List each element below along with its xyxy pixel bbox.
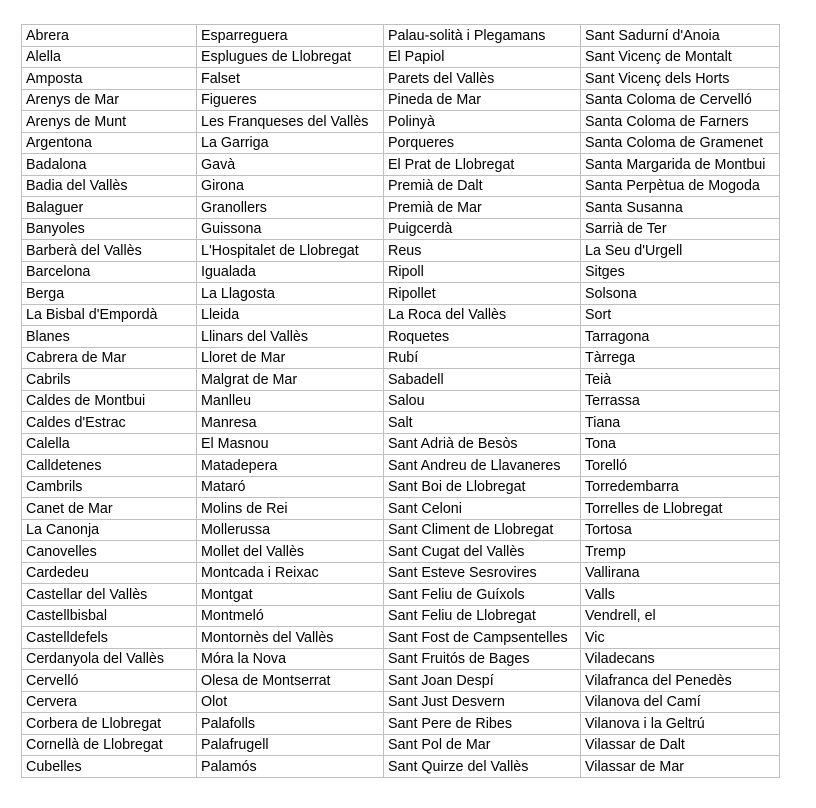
table-cell: Abrera xyxy=(22,25,197,47)
table-cell: Solsona xyxy=(581,283,780,305)
table-cell: Arenys de Munt xyxy=(22,111,197,133)
table-cell: Pineda de Mar xyxy=(384,89,581,111)
table-cell: Mataró xyxy=(197,476,384,498)
municipalities-table xyxy=(21,24,780,778)
table-cell: Vilanova i la Geltrú xyxy=(581,713,780,735)
table-cell: Sant Fost de Campsentelles xyxy=(384,627,581,649)
table-row xyxy=(22,670,780,692)
table-cell: Tàrrega xyxy=(581,347,780,369)
table-cell: La Seu d'Urgell xyxy=(581,240,780,262)
table-row xyxy=(22,627,780,649)
table-cell: Sant Adrià de Besòs xyxy=(384,433,581,455)
table-cell: L'Hospitalet de Llobregat xyxy=(197,240,384,262)
table-cell: Tarragona xyxy=(581,326,780,348)
table-cell: Santa Coloma de Gramenet xyxy=(581,132,780,154)
table-cell: Santa Coloma de Cervelló xyxy=(581,89,780,111)
table-row xyxy=(22,132,780,154)
table-cell: Roquetes xyxy=(384,326,581,348)
table-cell: Llinars del Vallès xyxy=(197,326,384,348)
table-row xyxy=(22,605,780,627)
table-cell: Gavà xyxy=(197,154,384,176)
table-cell: Sant Pere de Ribes xyxy=(384,713,581,735)
table-row xyxy=(22,390,780,412)
table-cell: Sant Celoni xyxy=(384,498,581,520)
table-cell: Manresa xyxy=(197,412,384,434)
table-cell: Igualada xyxy=(197,261,384,283)
table-row xyxy=(22,326,780,348)
table-cell: Cubelles xyxy=(22,756,197,778)
table-cell: Vilassar de Mar xyxy=(581,756,780,778)
table-cell: Sant Climent de Llobregat xyxy=(384,519,581,541)
table-cell: Calella xyxy=(22,433,197,455)
table-cell: Sant Andreu de Llavaneres xyxy=(384,455,581,477)
table-row xyxy=(22,648,780,670)
table-cell: Tremp xyxy=(581,541,780,563)
table-row xyxy=(22,713,780,735)
table-cell: Rubí xyxy=(384,347,581,369)
table-row xyxy=(22,541,780,563)
table-cell: Esparreguera xyxy=(197,25,384,47)
table-row xyxy=(22,89,780,111)
table-cell: Montgat xyxy=(197,584,384,606)
table-cell: Sant Boi de Llobregat xyxy=(384,476,581,498)
table-row xyxy=(22,218,780,240)
table-cell: Vendrell, el xyxy=(581,605,780,627)
table-cell: Sant Sadurní d'Anoia xyxy=(581,25,780,47)
table-cell: Torredembarra xyxy=(581,476,780,498)
table-cell: Terrassa xyxy=(581,390,780,412)
table-cell: Berga xyxy=(22,283,197,305)
table-cell: Vilanova del Camí xyxy=(581,691,780,713)
table-cell: Barberà del Vallès xyxy=(22,240,197,262)
table-cell: Sant Joan Despí xyxy=(384,670,581,692)
table-cell: Castellbisbal xyxy=(22,605,197,627)
table-cell: Arenys de Mar xyxy=(22,89,197,111)
table-cell: Torelló xyxy=(581,455,780,477)
table-cell: Lleida xyxy=(197,304,384,326)
table-cell: Girona xyxy=(197,175,384,197)
table-cell: Caldes de Montbui xyxy=(22,390,197,412)
table-row xyxy=(22,519,780,541)
table-row xyxy=(22,197,780,219)
table-cell: Tona xyxy=(581,433,780,455)
table-cell: Guissona xyxy=(197,218,384,240)
table-cell: Sant Cugat del Vallès xyxy=(384,541,581,563)
table-cell: Cerdanyola del Vallès xyxy=(22,648,197,670)
table-cell: Sarrià de Ter xyxy=(581,218,780,240)
table-cell: Canovelles xyxy=(22,541,197,563)
table-cell: Vilassar de Dalt xyxy=(581,734,780,756)
table-cell: Castelldefels xyxy=(22,627,197,649)
table-row xyxy=(22,347,780,369)
table-cell: Santa Perpètua de Mogoda xyxy=(581,175,780,197)
table-row xyxy=(22,756,780,778)
table-cell: El Papiol xyxy=(384,46,581,68)
table-cell: Sant Fruitós de Bages xyxy=(384,648,581,670)
table-cell: Teià xyxy=(581,369,780,391)
table-cell: Balaguer xyxy=(22,197,197,219)
table-cell: El Masnou xyxy=(197,433,384,455)
table-cell: Molins de Rei xyxy=(197,498,384,520)
table-cell: Les Franqueses del Vallès xyxy=(197,111,384,133)
municipalities-table-body xyxy=(22,25,780,778)
table-cell: La Canonja xyxy=(22,519,197,541)
table-row xyxy=(22,433,780,455)
table-cell: Puigcerdà xyxy=(384,218,581,240)
table-row xyxy=(22,562,780,584)
table-cell: Valls xyxy=(581,584,780,606)
table-cell: Salou xyxy=(384,390,581,412)
table-cell: La Llagosta xyxy=(197,283,384,305)
table-cell: Banyoles xyxy=(22,218,197,240)
table-cell: Cardedeu xyxy=(22,562,197,584)
table-cell: Barcelona xyxy=(22,261,197,283)
table-cell: Blanes xyxy=(22,326,197,348)
table-cell: Santa Susanna xyxy=(581,197,780,219)
table-row xyxy=(22,25,780,47)
table-cell: Sant Esteve Sesrovires xyxy=(384,562,581,584)
table-cell: Salt xyxy=(384,412,581,434)
table-cell: Tiana xyxy=(581,412,780,434)
table-cell: Amposta xyxy=(22,68,197,90)
table-cell: Palafolls xyxy=(197,713,384,735)
table-cell: Porqueres xyxy=(384,132,581,154)
table-cell: Ripoll xyxy=(384,261,581,283)
table-cell: Reus xyxy=(384,240,581,262)
table-cell: La Roca del Vallès xyxy=(384,304,581,326)
table-cell: Badalona xyxy=(22,154,197,176)
table-cell: Matadepera xyxy=(197,455,384,477)
table-cell: Corbera de Llobregat xyxy=(22,713,197,735)
table-row xyxy=(22,584,780,606)
table-cell: Palafrugell xyxy=(197,734,384,756)
table-row xyxy=(22,734,780,756)
table-cell: Mollet del Vallès xyxy=(197,541,384,563)
table-cell: Palamós xyxy=(197,756,384,778)
table-cell: Lloret de Mar xyxy=(197,347,384,369)
table-cell: Premià de Dalt xyxy=(384,175,581,197)
table-cell: Montornès del Vallès xyxy=(197,627,384,649)
table-row xyxy=(22,304,780,326)
table-cell: Vallirana xyxy=(581,562,780,584)
table-cell: Sort xyxy=(581,304,780,326)
table-row xyxy=(22,240,780,262)
table-row xyxy=(22,154,780,176)
table-row xyxy=(22,111,780,133)
table-cell: Figueres xyxy=(197,89,384,111)
table-cell: Palau-solità i Plegamans xyxy=(384,25,581,47)
table-cell: Ripollet xyxy=(384,283,581,305)
table-cell: Polinyà xyxy=(384,111,581,133)
table-cell: Badia del Vallès xyxy=(22,175,197,197)
table-cell: Montmeló xyxy=(197,605,384,627)
table-cell: Parets del Vallès xyxy=(384,68,581,90)
table-cell: La Garriga xyxy=(197,132,384,154)
table-cell: Torrelles de Llobregat xyxy=(581,498,780,520)
table-cell: Santa Coloma de Farners xyxy=(581,111,780,133)
table-cell: Cornellà de Llobregat xyxy=(22,734,197,756)
table-row xyxy=(22,261,780,283)
table-cell: Sitges xyxy=(581,261,780,283)
table-cell: Olesa de Montserrat xyxy=(197,670,384,692)
table-row xyxy=(22,175,780,197)
table-cell: Vic xyxy=(581,627,780,649)
table-cell: Montcada i Reixac xyxy=(197,562,384,584)
table-cell: Santa Margarida de Montbui xyxy=(581,154,780,176)
table-row xyxy=(22,455,780,477)
table-row xyxy=(22,412,780,434)
table-cell: Premià de Mar xyxy=(384,197,581,219)
table-cell: Olot xyxy=(197,691,384,713)
table-row xyxy=(22,498,780,520)
table-cell: Sant Pol de Mar xyxy=(384,734,581,756)
table-row xyxy=(22,68,780,90)
table-row xyxy=(22,691,780,713)
table-cell: Sant Feliu de Llobregat xyxy=(384,605,581,627)
table-cell: Falset xyxy=(197,68,384,90)
table-cell: Cervelló xyxy=(22,670,197,692)
table-cell: Sant Quirze del Vallès xyxy=(384,756,581,778)
table-cell: Sant Vicenç de Montalt xyxy=(581,46,780,68)
table-cell: Sant Just Desvern xyxy=(384,691,581,713)
table-cell: Vilafranca del Penedès xyxy=(581,670,780,692)
table-cell: Sabadell xyxy=(384,369,581,391)
table-cell: Argentona xyxy=(22,132,197,154)
table-row xyxy=(22,369,780,391)
table-cell: Sant Vicenç dels Horts xyxy=(581,68,780,90)
table-cell: Cambrils xyxy=(22,476,197,498)
table-cell: Manlleu xyxy=(197,390,384,412)
table-cell: Castellar del Vallès xyxy=(22,584,197,606)
table-cell: Malgrat de Mar xyxy=(197,369,384,391)
table-cell: Sant Feliu de Guíxols xyxy=(384,584,581,606)
table-cell: Móra la Nova xyxy=(197,648,384,670)
table-cell: Cervera xyxy=(22,691,197,713)
table-cell: Canet de Mar xyxy=(22,498,197,520)
table-cell: Tortosa xyxy=(581,519,780,541)
table-cell: Cabrera de Mar xyxy=(22,347,197,369)
table-row xyxy=(22,476,780,498)
table-cell: Granollers xyxy=(197,197,384,219)
table-cell: Alella xyxy=(22,46,197,68)
table-cell: Esplugues de Llobregat xyxy=(197,46,384,68)
table-row xyxy=(22,283,780,305)
table-cell: Mollerussa xyxy=(197,519,384,541)
table-cell: El Prat de Llobregat xyxy=(384,154,581,176)
table-row xyxy=(22,46,780,68)
table-cell: Calldetenes xyxy=(22,455,197,477)
table-cell: Caldes d'Estrac xyxy=(22,412,197,434)
table-cell: Viladecans xyxy=(581,648,780,670)
table-cell: La Bisbal d'Empordà xyxy=(22,304,197,326)
table-cell: Cabrils xyxy=(22,369,197,391)
